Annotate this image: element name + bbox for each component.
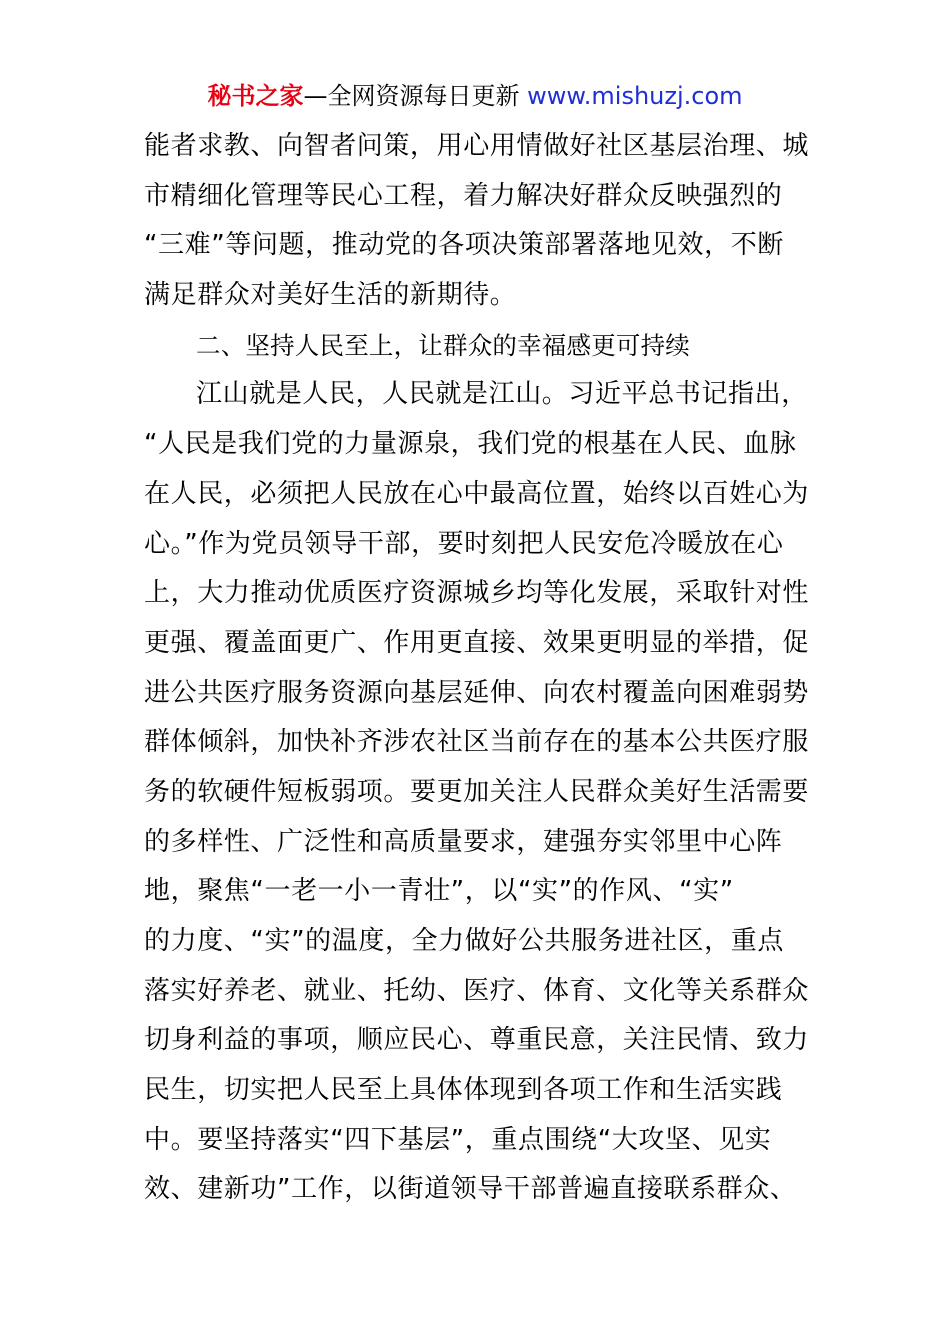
- text-line: 的多样性、广泛性和高质量要求，建强夯实邻里中心阵: [144, 826, 783, 857]
- text-line: 地，聚焦“一老一小一青壮”，以“实”的作风、“实”: [144, 876, 734, 907]
- text-line: 中。要坚持落实“四下基层”，重点围绕“大攻坚、见实: [144, 1124, 772, 1155]
- site-url-link[interactable]: www.mishuzj.com: [527, 82, 743, 110]
- brand-name: 秘书之家: [207, 82, 304, 110]
- section-heading: 二、坚持人民至上，让群众的幸福感更可持续: [196, 330, 690, 360]
- header-tagline: —全网资源每日更新: [303, 82, 528, 110]
- text-line: 切身利益的事项，顺应民心、尊重民意，关注民情、致力: [144, 1025, 810, 1056]
- text-line: 在人民，必须把人民放在心中最高位置，始终以百姓心为: [144, 478, 810, 509]
- text-line: 群体倾斜，加快补齐涉农社区当前存在的基本公共医疗服: [144, 727, 810, 758]
- text-line: 上，大力推动优质医疗资源城乡均等化发展，采取针对性: [144, 578, 810, 609]
- text-line: 更强、覆盖面更广、作用更直接、效果更明显的举措，促: [144, 627, 810, 658]
- text-line: 务的软硬件短板弱项。要更加关注人民群众美好生活需要: [144, 776, 810, 807]
- document-body: [144, 122, 814, 1215]
- text-line: 心。”作为党员领导干部，要时刻把人民安危冷暖放在心: [144, 528, 784, 559]
- site-header: [0, 78, 950, 114]
- text-line: 能者求教、向智者问策，用心用情做好社区基层治理、城: [144, 131, 810, 161]
- text-line: “三难”等问题，推动党的各项决策部署落地见效，不断: [144, 230, 784, 261]
- text-line: “人民是我们党的力量源泉，我们党的根基在人民、血脉: [144, 429, 797, 460]
- text-line: 满足群众对美好生活的新期待。: [144, 280, 517, 311]
- text-line: 进公共医疗服务资源向基层延伸、向农村覆盖向困难弱势: [144, 677, 810, 708]
- text-line: 效、建新功”工作，以街道领导干部普遍直接联系群众、: [144, 1174, 797, 1205]
- text-line: 民生，切实把人民至上具体体现到各项工作和生活实践: [144, 1075, 783, 1106]
- text-line: 市精细化管理等民心工程，着力解决好群众反映强烈的: [144, 180, 783, 211]
- text-line: 江山就是人民，人民就是江山。习近平总书记指出，: [196, 379, 808, 410]
- text-line: 的力度、“实”的温度，全力做好公共服务进社区，重点: [144, 926, 784, 956]
- text-line: 落实好养老、就业、托幼、医疗、体育、文化等关系群众: [144, 975, 810, 1006]
